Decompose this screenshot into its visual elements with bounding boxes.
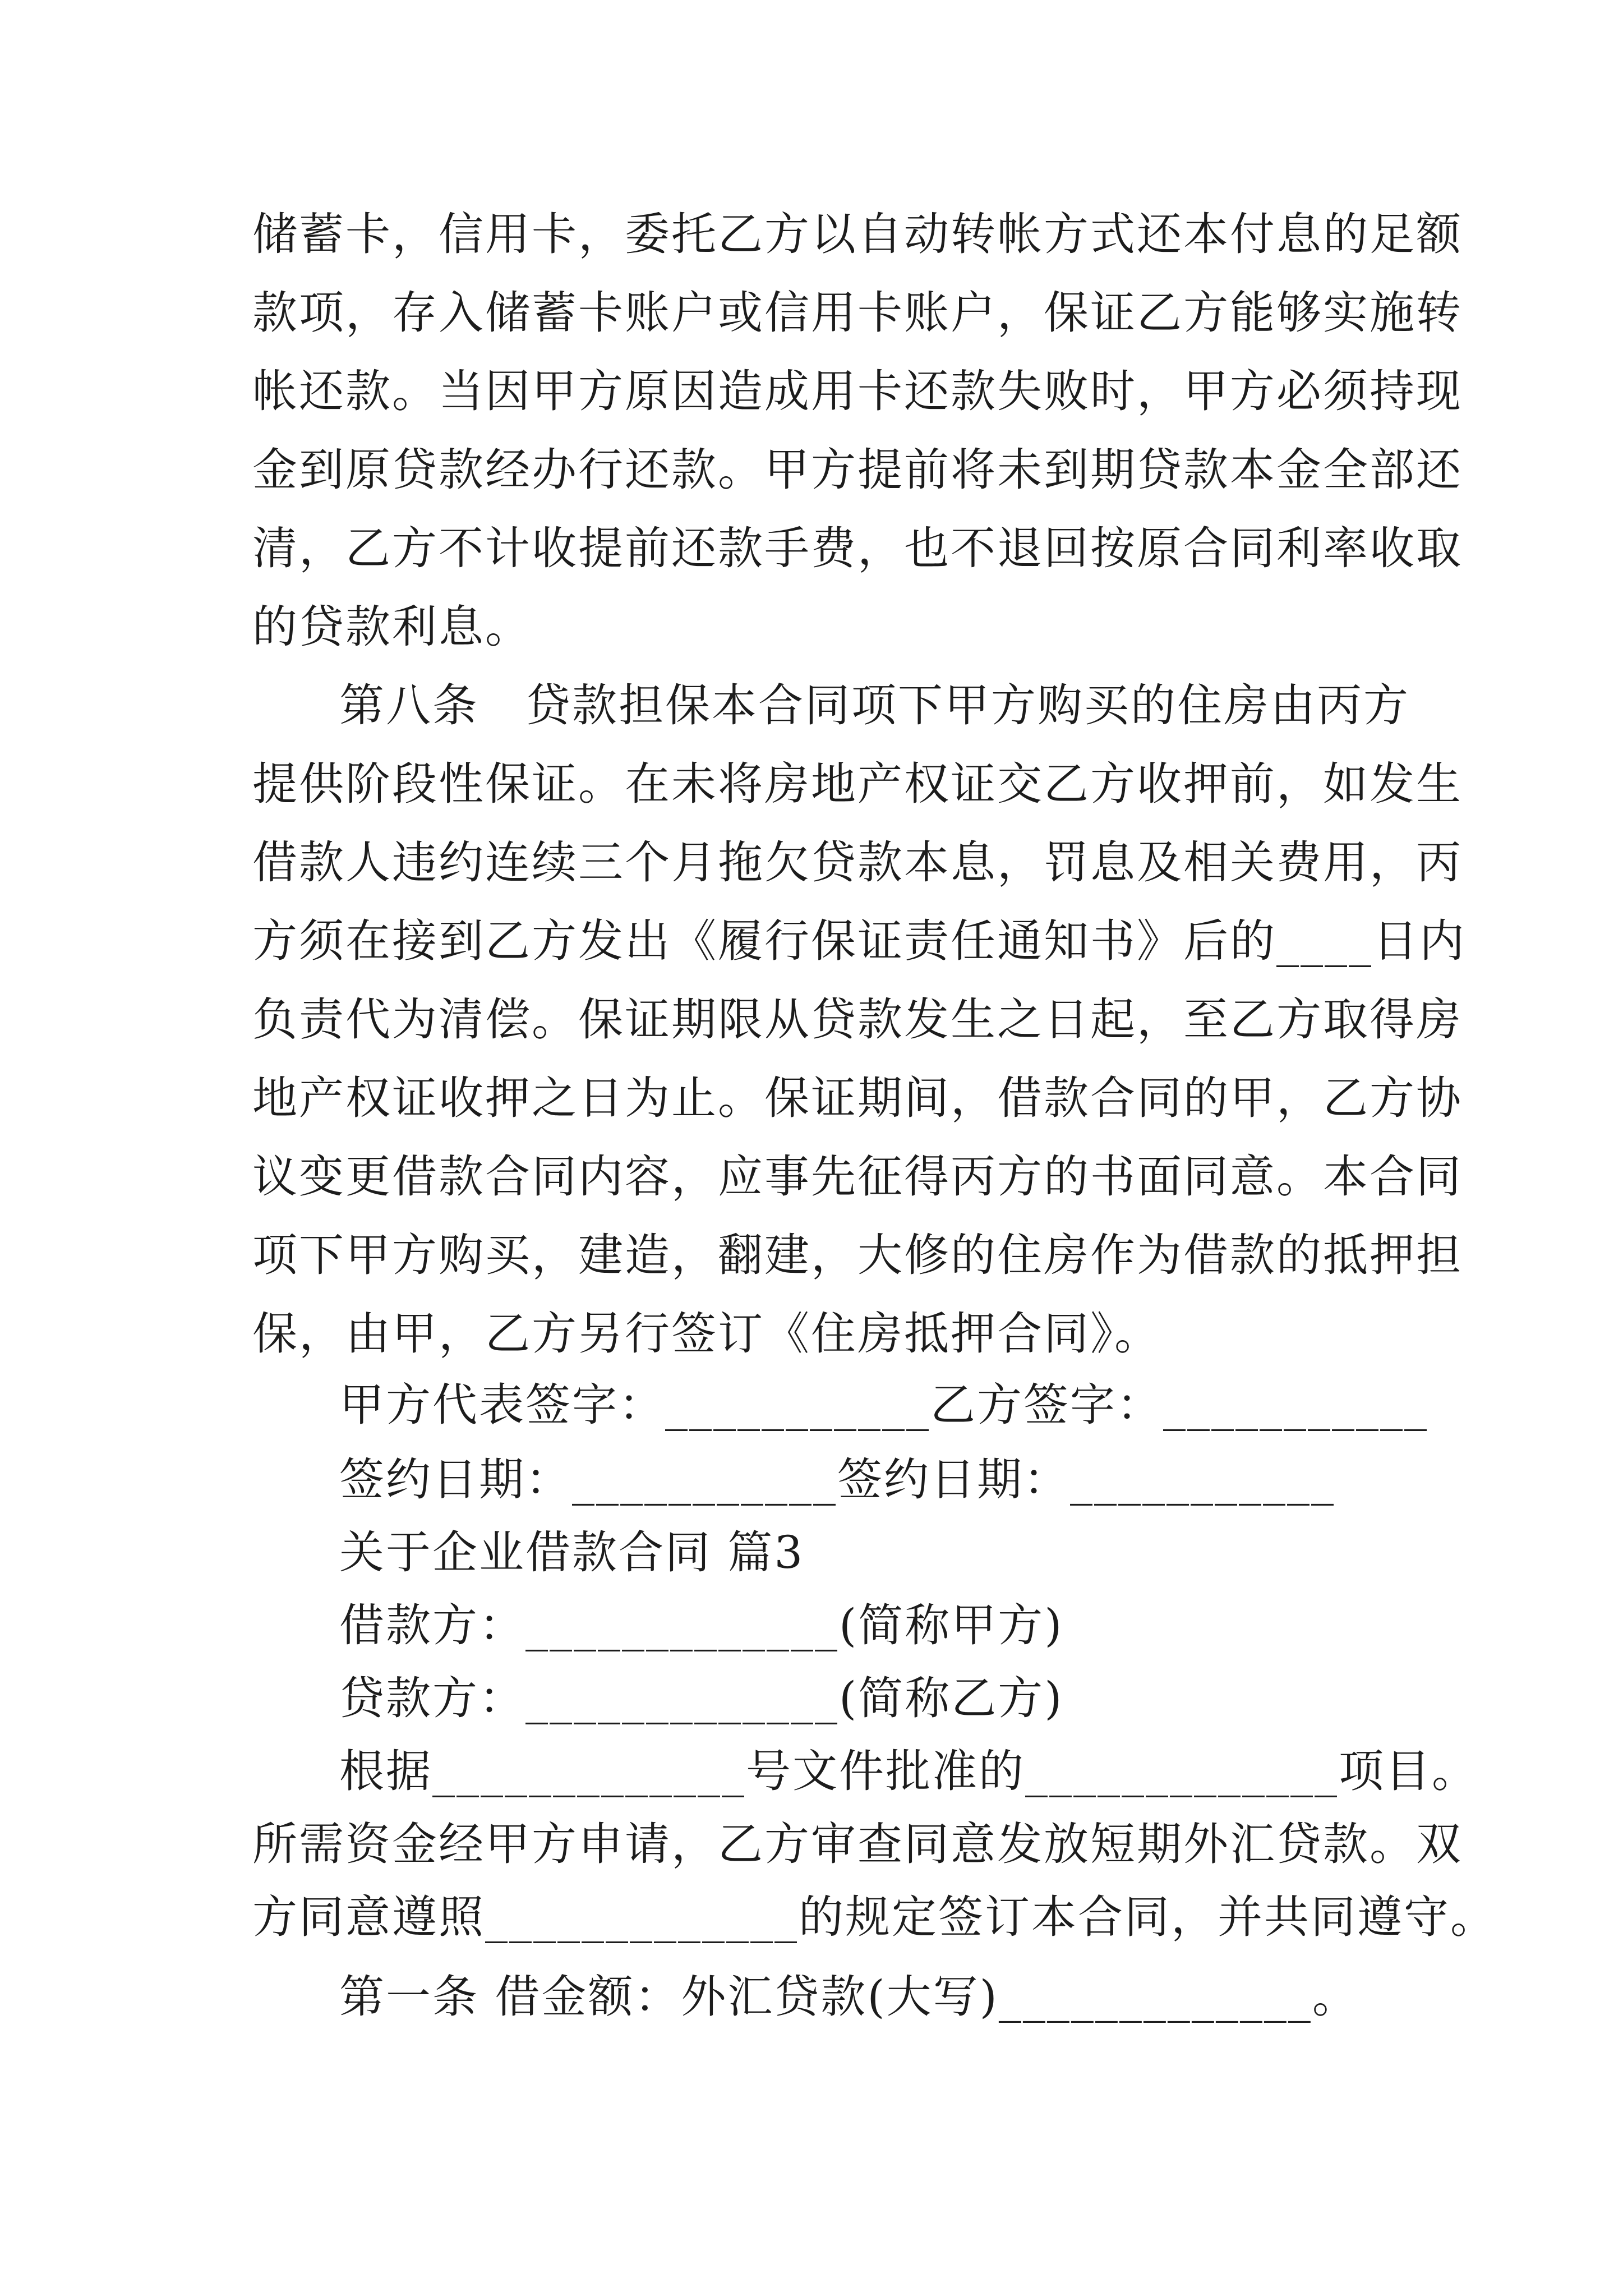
text-line: 方须在接到乙方发出《履行保证责任通知书》后的____日内 [252,915,1466,967]
text-line: 保，由甲，乙方另行签订《住房抵押合同》。 [252,1308,1161,1360]
text-line: 的贷款利息。 [252,601,532,653]
sign-date-line: 签约日期：___________签约日期：___________ [339,1453,1335,1506]
text-line: 方同意遵照_____________的规定签订本合同，并共同遵守。 [252,1891,1497,1943]
section-title: 关于企业借款合同 篇3 [339,1526,805,1579]
text-line: 负责代为清偿。保证期限从贷款发生之日起，至乙方取得房 [252,993,1463,1046]
text-line: 借款人违约连续三个月拖欠贷款本息，罚息及相关费用，丙 [252,836,1463,889]
article-8-heading-line: 第八条 贷款担保本合同项下甲方购买的住房由丙方 [339,679,1410,731]
text-line: 金到原贷款经办行还款。甲方提前将未到期贷款本金全部还 [252,444,1463,496]
text-line: 所需资金经甲方申请，乙方审查同意发放短期外汇贷款。双 [252,1818,1463,1870]
text-line: 地产权证收押之日为止。保证期间，借款合同的甲，乙方协 [252,1072,1463,1124]
lender-line: 贷款方：_____________(简称乙方) [339,1672,1064,1724]
text-line: 项下甲方购买，建造，翻建，大修的住房作为借款的抵押担 [252,1229,1463,1281]
text-line: 储蓄卡，信用卡，委托乙方以自动转帐方式还本付息的足额 [252,208,1463,260]
text-line: 议变更借款合同内容，应事先征得丙方的书面同意。本合同 [252,1151,1463,1203]
text-line: 提供阶段性保证。在未将房地产权证交乙方收押前，如发生 [252,758,1463,810]
text-line: 清，乙方不计收提前还款手费，也不退回按原合同利率收取 [252,522,1463,574]
basis-line: 根据_____________号文件批准的_____________项目。 [339,1745,1478,1797]
borrower-line: 借款方：_____________(简称甲方) [339,1599,1064,1651]
text-line: 款项，存入储蓄卡账户或信用卡账户，保证乙方能够实施转 [252,287,1463,339]
signature-line: 甲方代表签字：___________乙方签字：___________ [339,1379,1428,1431]
text-line: 帐还款。当因甲方原因造成用卡还款失败时，甲方必须持现 [252,365,1463,417]
article-1-line: 第一条 借金额：外汇贷款(大写)_____________。 [339,1971,1359,2023]
